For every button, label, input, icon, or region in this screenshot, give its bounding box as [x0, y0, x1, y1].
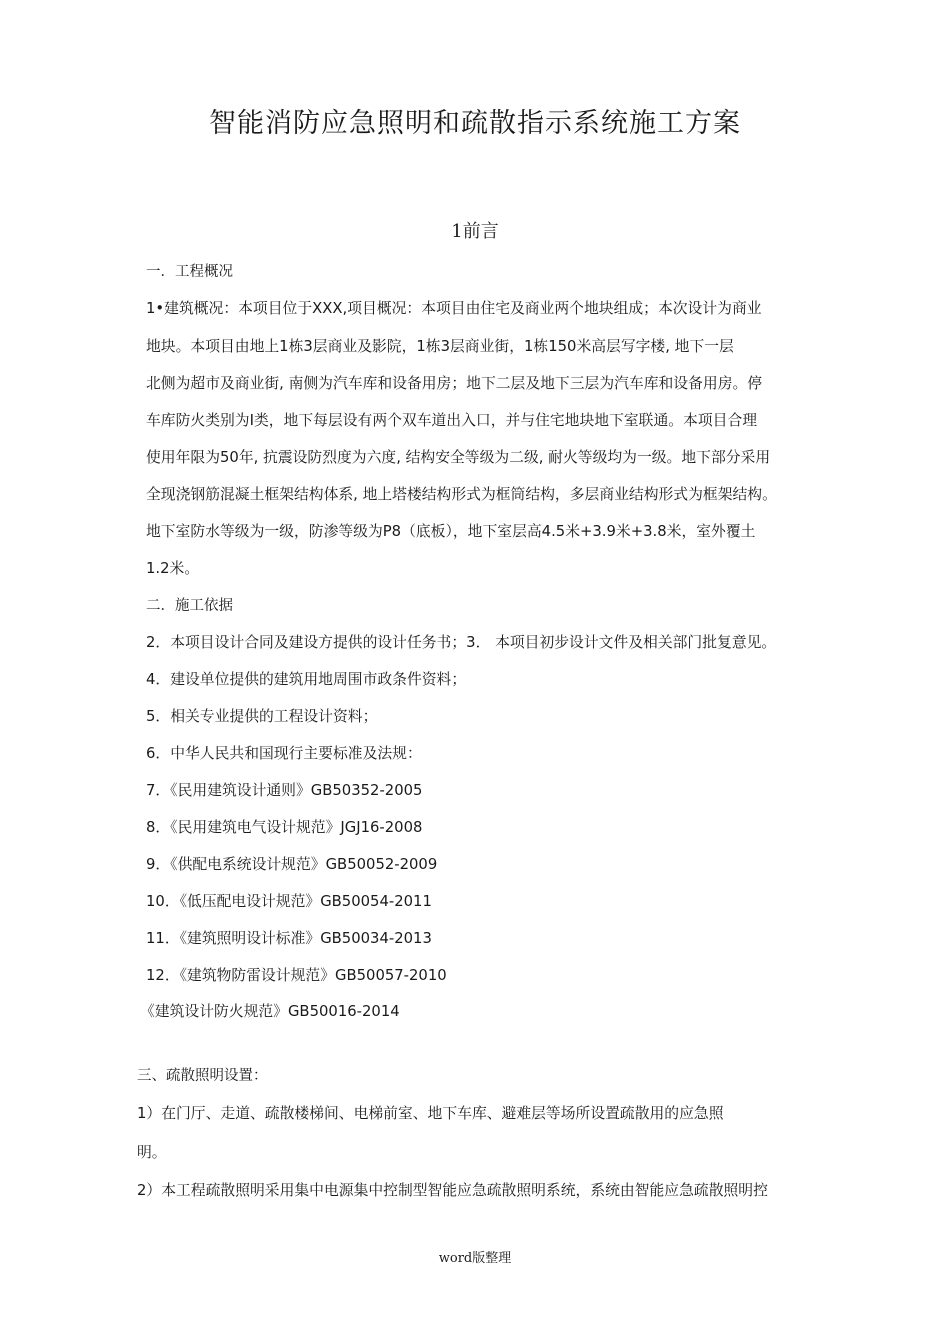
overview-line: 北侧为超市及商业街, 南侧为汽车库和设备用房；地下二层及地下三层为汽车库和设备用房。停 — [146, 375, 763, 392]
basis-item: 7．《民用建筑设计通则》GB50352-2005 — [146, 782, 423, 799]
basis-item: 2．本项目设计合同及建设方提供的设计任务书；3． 本项目初步设计文件及相关部门批复意见。 — [146, 634, 777, 651]
overview-line: 车库防火类别为I类，地下每层设有两个双车道出入口，并与住宅地块地下室联通。本项目合理 — [146, 412, 758, 429]
basis-item: 5．相关专业提供的工程设计资料； — [146, 708, 378, 725]
basis-item: 6．中华人民共和国现行主要标准及法规： — [146, 745, 422, 762]
basis-item: 8．《民用建筑电气设计规范》JGJ16-2008 — [146, 819, 423, 836]
overview-line: 1•建筑概况：本项目位于XXX,项目概况：本项目由住宅及商业两个地块组成；本次设计为商业 — [146, 300, 762, 317]
basis-item: 4．建设单位提供的建筑用地周围市政条件资料； — [146, 671, 467, 688]
page-footer: word版整理 — [438, 1251, 512, 1266]
basis-item: 10．《低压配电设计规范》GB50054-2011 — [146, 893, 432, 910]
overview-line: 地块。本项目由地上1栋3层商业及影院，1栋3层商业街，1栋150米高层写字楼, 地下一层 — [146, 338, 734, 355]
basis-item: 《建筑设计防火规范》GB50016-2014 — [140, 1003, 400, 1020]
overview-line: 全现浇钢筋混凝土框架结构体系, 地上塔楼结构形式为框筒结构，多层商业结构形式为框架结构。 — [146, 486, 777, 503]
basis-item: 9．《供配电系统设计规范》GB50052-2009 — [146, 856, 438, 873]
lighting-line: 明。 — [137, 1144, 167, 1161]
overview-line: 地下室防水等级为一级，防渗等级为P8（底板），地下室层高4.5米+3.9米+3.8米，室外覆土 — [146, 523, 756, 540]
subsection-heading-overview: 一．工程概况 — [146, 264, 233, 280]
overview-line: 1.2米。 — [146, 560, 200, 577]
overview-line: 使用年限为50年, 抗震设防烈度为六度, 结构安全等级为二级, 耐火等级均为一级。地下部分采用 — [146, 449, 771, 466]
document-title: 智能消防应急照明和疏散指示系统施工方案 — [209, 108, 741, 139]
subsection-heading-basis: 二．施工依据 — [146, 598, 233, 614]
basis-item: 12．《建筑物防雷设计规范》GB50057-2010 — [146, 967, 447, 984]
subsection-heading-lighting: 三、疏散照明设置： — [137, 1068, 268, 1084]
lighting-line: 2）本工程疏散照明采用集中电源集中控制型智能应急疏散照明系统，系统由智能应急疏散照明控 — [137, 1182, 768, 1199]
basis-item: 11．《建筑照明设计标准》GB50034-2013 — [146, 930, 432, 947]
lighting-line: 1）在门厅、走道、疏散楼梯间、电梯前室、地下车库、避难层等场所设置疏散用的应急照 — [137, 1105, 724, 1122]
section-heading: 1前言 — [451, 221, 499, 242]
